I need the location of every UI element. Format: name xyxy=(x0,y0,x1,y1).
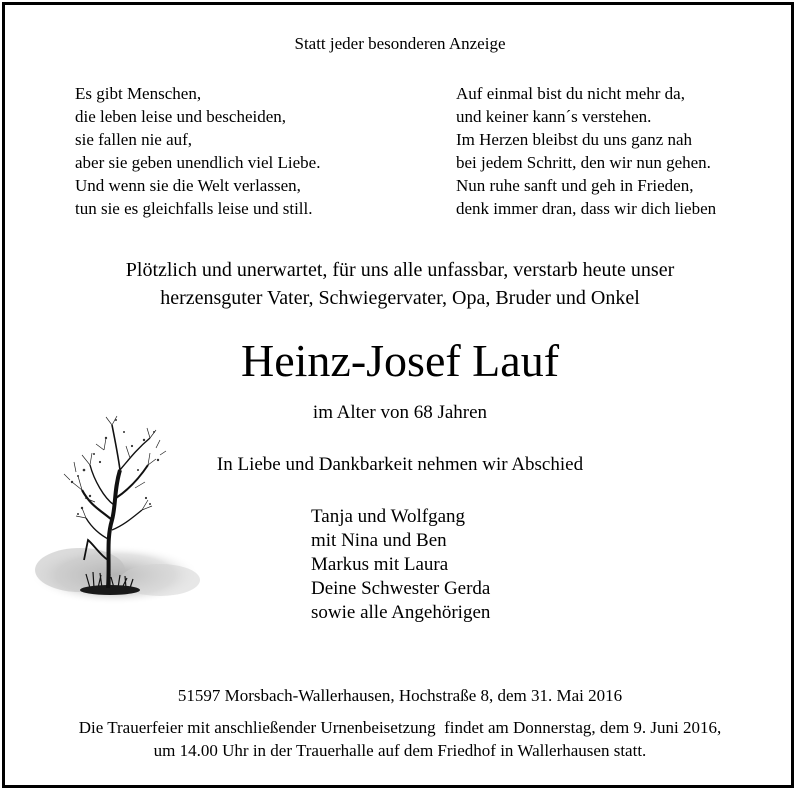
poem-left-line: aber sie geben unendlich viel Liebe. xyxy=(75,153,321,172)
header-line: Statt jeder besonderen Anzeige xyxy=(294,34,506,53)
poem-right-line: und keiner kann´s verstehen. xyxy=(456,107,652,126)
mourner-line: sowie alle Angehörigen xyxy=(311,602,491,623)
deceased-name: Heinz-Josef Lauf xyxy=(240,335,560,386)
mourner-line: Deine Schwester Gerda xyxy=(311,578,491,599)
poem-right-line: denk immer dran, dass wir dich lieben xyxy=(456,199,717,218)
announcement-line: Plötzlich und unerwartet, für uns alle unfassbar, verstarb heute unser xyxy=(125,259,675,281)
service-info xyxy=(0,716,800,762)
poem-right-line: bei jedem Schritt, den wir nun gehen. xyxy=(456,153,711,172)
mourners-list xyxy=(311,505,490,625)
poem-right-line: Auf einmal bist du nicht mehr da, xyxy=(456,84,685,103)
mourner-line: mit Nina und Ben xyxy=(311,530,447,551)
poem-left-line: Es gibt Menschen, xyxy=(75,84,202,103)
announcement-text xyxy=(0,256,800,312)
poem-left-line: sie fallen nie auf, xyxy=(75,130,193,149)
poem-left xyxy=(75,82,320,220)
farewell-line: In Liebe und Dankbarkeit nehmen wir Abschied xyxy=(216,454,584,475)
poem-left-line: tun sie es gleichfalls leise und still. xyxy=(75,199,313,218)
mourner-line: Markus mit Laura xyxy=(311,554,449,575)
age-line: im Alter von 68 Jahren xyxy=(312,402,488,423)
service-line: um 14.00 Uhr in der Trauerhalle auf dem Friedhof in Wallerhausen statt. xyxy=(153,741,647,760)
address-line: 51597 Morsbach-Wallerhausen, Hochstraße 8, dem 31. Mai 2016 xyxy=(177,686,623,705)
mourner-line: Tanja und Wolfgang xyxy=(311,506,466,527)
announcement-line: herzensguter Vater, Schwiegervater, Opa, Bruder und Onkel xyxy=(160,287,640,309)
poem-left-line: Und wenn sie die Welt verlassen, xyxy=(75,176,301,195)
poem-left-line: die leben leise und bescheiden, xyxy=(75,107,287,126)
tree-illustration xyxy=(20,410,210,620)
poem-right-line: Nun ruhe sanft und geh in Frieden, xyxy=(456,176,694,195)
poem-right xyxy=(456,82,716,220)
service-line: Die Trauerfeier mit anschließender Urnenbeisetzung findet am Donnerstag, dem 9. Juni 2016, xyxy=(78,718,722,737)
poem-right-line: Im Herzen bleibst du uns ganz nah xyxy=(456,130,693,149)
